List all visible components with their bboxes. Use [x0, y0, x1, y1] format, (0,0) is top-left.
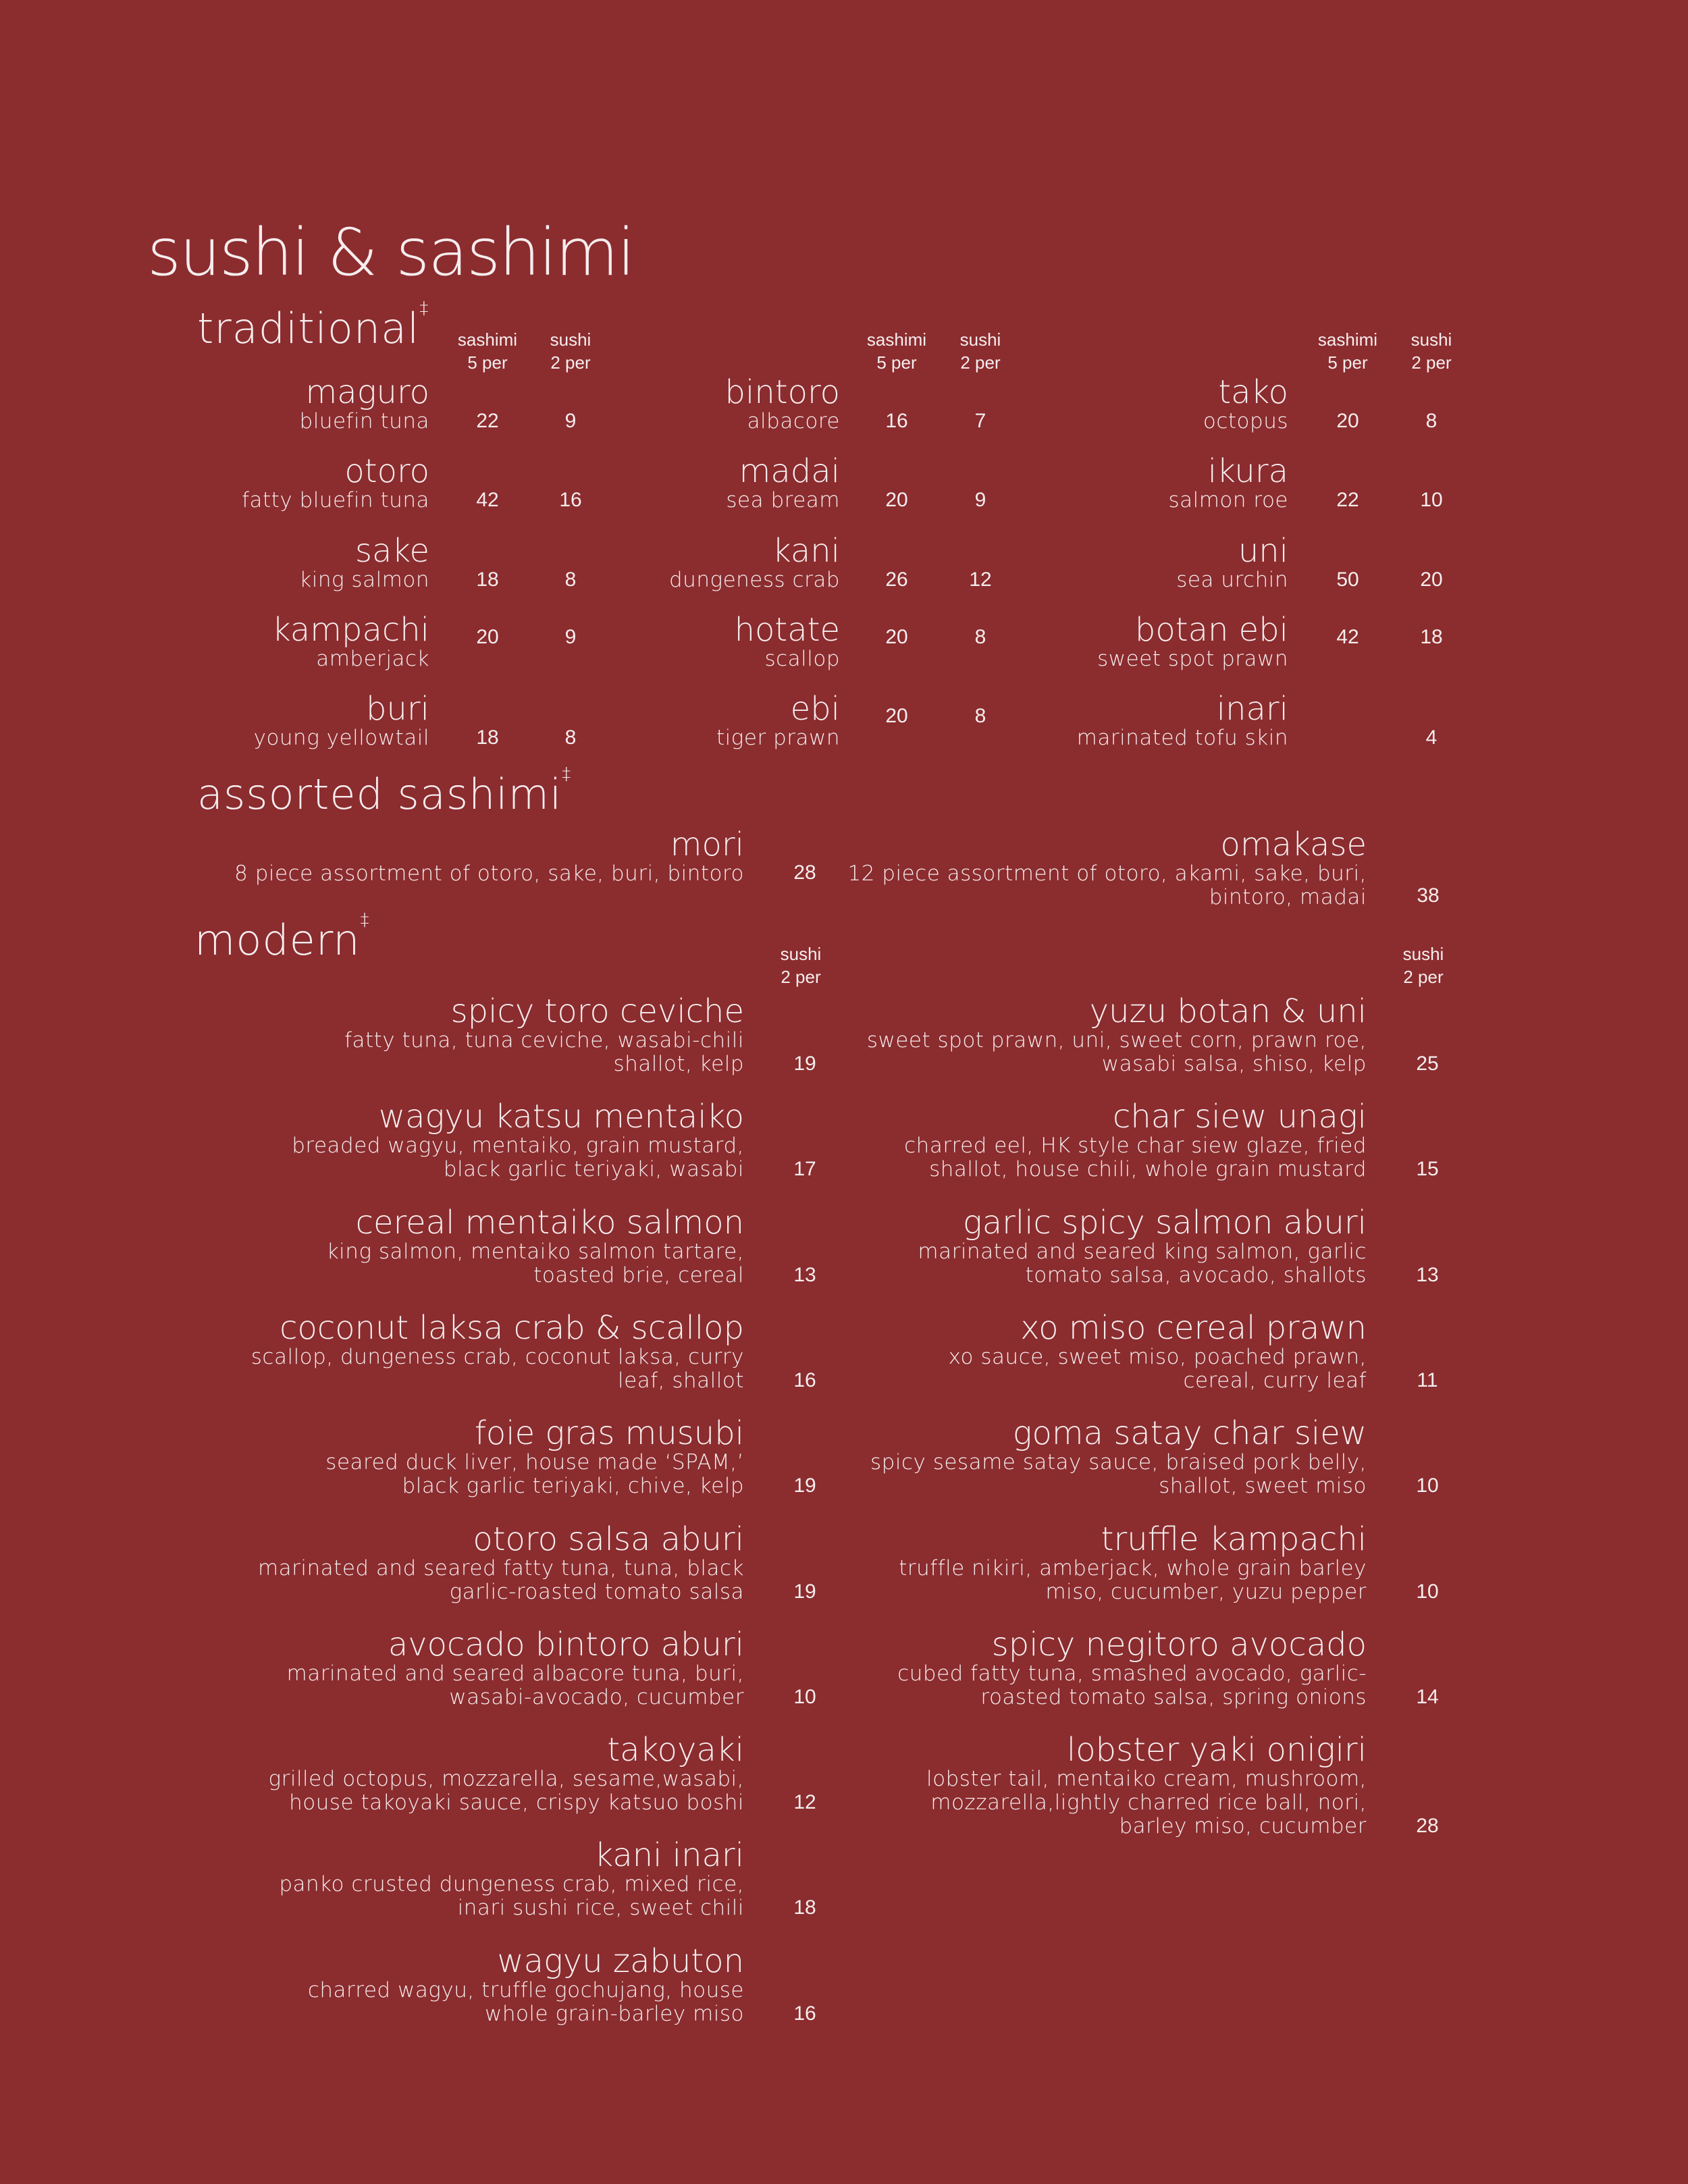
sushi-price: 9	[974, 489, 986, 511]
item-name: coconut laksa crab & scallop	[280, 1309, 744, 1347]
item-description: black garlic teriyaki, wasabi	[443, 1157, 744, 1181]
item-description: sea bream	[726, 488, 840, 512]
sushi-price: 9	[564, 626, 577, 648]
menu-item	[69, 1416, 744, 1498]
item-price: 10	[1416, 1580, 1439, 1603]
sashimi-price: 20	[885, 489, 908, 511]
menu-item	[691, 994, 1367, 1076]
item-description: cereal, curry leaf	[1183, 1368, 1367, 1393]
sashimi-price: 18	[476, 568, 499, 591]
menu-item	[69, 827, 744, 886]
sushi-price: 12	[969, 568, 992, 591]
item-price: 25	[1416, 1053, 1439, 1075]
item-name: hotate	[734, 611, 840, 649]
item-price: 28	[793, 861, 816, 884]
column-label: sushi	[1402, 944, 1444, 964]
column-label: sushi	[550, 329, 591, 350]
item-price: 16	[793, 1369, 816, 1391]
sashimi-price: 20	[1336, 410, 1359, 432]
sushi-price: 18	[1420, 626, 1443, 648]
item-description: breaded wagyu, mentaiko, grain mustard,	[292, 1134, 744, 1158]
menu-item	[69, 1838, 744, 1920]
sushi-price: 16	[559, 489, 582, 511]
item-name: cereal mentaiko salmon	[355, 1204, 744, 1242]
column-label: sushi	[780, 944, 822, 964]
modern-heading	[194, 910, 370, 965]
item-description: sweet spot prawn	[1097, 647, 1288, 671]
item-description: albacore	[747, 409, 840, 433]
menu-item	[910, 612, 1288, 671]
item-price: 16	[793, 2002, 816, 2025]
sashimi-price: 42	[476, 489, 499, 511]
sashimi-price: 18	[476, 726, 499, 749]
item-description: mozzarella,lightly charred rice ball, nori,	[930, 1790, 1367, 1815]
item-description: black garlic teriyaki, chive, kelp	[402, 1474, 744, 1498]
traditional-sashimi-header	[856, 328, 937, 374]
item-name: yuzu botan & uni	[1089, 992, 1367, 1030]
item-description: seared duck liver, house made ‘SPAM,’	[325, 1450, 744, 1474]
menu-item	[462, 454, 840, 512]
column-label: sashimi	[866, 329, 927, 350]
column-label: sashimi	[457, 329, 518, 350]
menu-item	[691, 1416, 1367, 1498]
item-price: 12	[793, 1791, 816, 1813]
menu-item	[462, 691, 840, 750]
item-description: miso, cucumber, yuzu pepper	[1045, 1580, 1367, 1604]
item-price: 14	[1416, 1686, 1439, 1708]
column-sublabel: 2 per	[550, 352, 591, 373]
item-price: 28	[1416, 1815, 1439, 1837]
item-description: lobster tail, mentaiko cream, mushroom,	[926, 1767, 1367, 1791]
column-sublabel: 2 per	[1411, 352, 1452, 373]
item-price: 19	[793, 1474, 816, 1497]
item-description: scallop, dungeness crab, coconut laksa, curry	[250, 1345, 744, 1369]
menu-item	[51, 454, 429, 512]
menu-item	[69, 1099, 744, 1181]
menu-item	[691, 1732, 1367, 1838]
sashimi-price: 22	[1336, 489, 1359, 511]
column-sublabel: 5 per	[1327, 352, 1368, 373]
item-name: takoyaki	[607, 1731, 744, 1769]
menu-item	[910, 533, 1288, 592]
item-description: sea urchin	[1176, 568, 1288, 592]
menu-item	[691, 1627, 1367, 1709]
item-description: dungeness crab	[669, 568, 840, 592]
item-name: xo miso cereal prawn	[1020, 1309, 1367, 1347]
column-sublabel: 2 per	[960, 352, 1001, 373]
item-name: maguro	[305, 373, 429, 411]
item-name: tako	[1218, 373, 1288, 411]
item-description: marinated and seared fatty tuna, tuna, black	[257, 1556, 744, 1580]
column-sublabel: 5 per	[467, 352, 508, 373]
item-name: kampachi	[271, 611, 429, 649]
item-description: king salmon	[299, 568, 429, 592]
menu-item	[691, 1310, 1367, 1393]
item-description: sweet spot prawn, uni, sweet corn, prawn roe,	[866, 1028, 1367, 1053]
item-description: garlic-roasted tomato salsa	[449, 1580, 744, 1604]
item-description: fatty tuna, tuna ceviche, wasabi-chili	[344, 1028, 744, 1053]
sushi-price: 8	[974, 705, 986, 727]
item-description: fatty bluefin tuna	[242, 488, 429, 512]
item-name: spicy toro ceviche	[450, 992, 744, 1030]
item-description: charred eel, HK style char siew glaze, fried	[904, 1134, 1367, 1158]
sushi-price: 10	[1420, 489, 1443, 511]
item-description: wasabi salsa, shiso, kelp	[1101, 1052, 1367, 1076]
item-description: charred wagyu, truffle gochujang, house	[307, 1978, 744, 2002]
item-description: tomato salsa, avocado, shallots	[1025, 1263, 1367, 1287]
sushi-price: 9	[564, 410, 577, 432]
item-name: otoro	[344, 452, 429, 490]
menu-item	[691, 827, 1367, 909]
menu-item	[462, 375, 840, 433]
item-description: house takoyaki sauce, crispy katsuo boshi	[289, 1790, 744, 1815]
item-description: shallot, house chili, whole grain mustard	[929, 1157, 1367, 1181]
menu-item	[691, 1099, 1367, 1181]
menu-item	[69, 1732, 744, 1815]
item-description: 12 piece assortment of otoro, akami, sake, buri,	[847, 861, 1367, 886]
item-name: wagyu zabuton	[497, 1942, 744, 1980]
item-price: 10	[1416, 1474, 1439, 1497]
traditional-sushi-header	[530, 328, 611, 374]
item-name: inari	[1216, 690, 1288, 728]
menu-item	[691, 1205, 1367, 1287]
item-description: bluefin tuna	[299, 409, 429, 433]
item-description: roasted tomato salsa, spring onions	[980, 1685, 1367, 1709]
item-name: omakase	[1220, 826, 1367, 863]
sushi-price: 20	[1420, 568, 1443, 591]
section-title-text: assorted sashimi	[197, 770, 562, 819]
item-price: 11	[1417, 1369, 1438, 1391]
menu-item	[51, 691, 429, 750]
item-name: buri	[366, 690, 429, 728]
menu-item	[910, 691, 1288, 750]
menu-item	[462, 612, 840, 671]
item-description: barley miso, cucumber	[1119, 1814, 1367, 1838]
item-price: 17	[793, 1158, 816, 1180]
menu-item	[69, 1310, 744, 1393]
sashimi-price: 20	[885, 626, 908, 648]
item-description: amberjack	[316, 647, 429, 671]
item-name: madai	[739, 452, 840, 490]
menu-item	[69, 994, 744, 1076]
dagger-mark: ‡	[360, 910, 370, 930]
item-name: kani	[772, 532, 840, 570]
item-price: 18	[793, 1896, 816, 1919]
item-name: mori	[670, 826, 744, 863]
item-description: grilled octopus, mozzarella, sesame,wasabi,	[268, 1767, 744, 1791]
item-name: avocado bintoro aburi	[388, 1626, 744, 1663]
sushi-price: 8	[1425, 410, 1438, 432]
item-description: marinated and seared king salmon, garlic	[918, 1240, 1367, 1264]
item-description: spicy sesame satay sauce, braised pork belly,	[870, 1450, 1367, 1474]
item-price: 19	[793, 1053, 816, 1075]
menu-item	[51, 612, 429, 671]
item-price: 15	[1416, 1158, 1439, 1180]
sushi-price: 4	[1425, 726, 1438, 749]
menu-item	[69, 1522, 744, 1604]
sushi-price: 7	[974, 410, 986, 432]
item-name: sake	[354, 532, 429, 570]
sashimi-price: 20	[885, 705, 908, 727]
item-name: kani inari	[594, 1836, 744, 1874]
item-price: 13	[1416, 1264, 1439, 1286]
menu-item	[462, 533, 840, 592]
column-label: sushi	[1410, 329, 1452, 350]
sashimi-price: 20	[476, 626, 499, 648]
sushi-price: 8	[974, 626, 986, 648]
item-description: inari sushi rice, sweet chili	[457, 1896, 744, 1920]
page-title: sushi & sashimi	[147, 215, 634, 290]
sashimi-price: 16	[885, 410, 908, 432]
item-description: panko crusted dungeness crab, mixed rice,	[279, 1872, 744, 1896]
traditional-sashimi-header	[1307, 328, 1388, 374]
section-title-text: traditional	[197, 304, 420, 353]
menu-item	[51, 533, 429, 592]
menu-item	[69, 1205, 744, 1287]
item-description: xo sauce, sweet miso, poached prawn,	[948, 1345, 1367, 1369]
sushi-price: 8	[564, 568, 577, 591]
item-name: foie gras musubi	[474, 1414, 744, 1452]
traditional-heading	[197, 298, 429, 353]
item-name: botan ebi	[1134, 611, 1288, 649]
item-description: leaf, shallot	[618, 1368, 744, 1393]
sashimi-price: 26	[885, 568, 908, 591]
dagger-mark: ‡	[419, 298, 429, 319]
item-description: wasabi-avocado, cucumber	[449, 1685, 744, 1709]
item-name: truffle kampachi	[1101, 1520, 1367, 1558]
traditional-sushi-header	[940, 328, 1021, 374]
column-sublabel: 2 per	[781, 967, 821, 987]
item-name: wagyu katsu mentaiko	[378, 1098, 744, 1136]
item-description: salmon roe	[1168, 488, 1288, 512]
item-name: garlic spicy salmon aburi	[962, 1204, 1367, 1242]
item-description: whole grain-barley miso	[484, 2002, 744, 2026]
item-description: tiger prawn	[716, 726, 840, 750]
item-name: ikura	[1207, 452, 1288, 490]
dagger-mark: ‡	[562, 764, 572, 784]
item-description: cubed fatty tuna, smashed avocado, garlic-	[897, 1661, 1367, 1686]
sushi-price: 8	[564, 726, 577, 749]
item-description: truffle nikiri, amberjack, whole grain barley	[899, 1556, 1367, 1580]
menu-item	[51, 375, 429, 433]
item-name: lobster yaki onigiri	[1066, 1731, 1367, 1769]
traditional-sashimi-header	[447, 328, 528, 374]
column-sublabel: 5 per	[876, 352, 917, 373]
menu-item	[69, 1944, 744, 2026]
sashimi-price: 22	[476, 410, 499, 432]
item-description: shallot, kelp	[613, 1052, 744, 1076]
column-label: sashimi	[1317, 329, 1378, 350]
item-name: goma satay char siew	[1012, 1414, 1367, 1452]
item-price: 13	[793, 1264, 816, 1286]
item-name: spicy negitoro avocado	[991, 1626, 1367, 1663]
item-name: char siew unagi	[1112, 1098, 1367, 1136]
sashimi-price: 42	[1336, 626, 1359, 648]
item-description: king salmon, mentaiko salmon tartare,	[326, 1240, 744, 1264]
column-label: sushi	[959, 329, 1001, 350]
modern-sushi-header	[760, 942, 841, 988]
item-description: marinated tofu skin	[1076, 726, 1288, 750]
traditional-sushi-header	[1391, 328, 1472, 374]
modern-sushi-header	[1383, 942, 1464, 988]
item-description: scallop	[764, 647, 840, 671]
menu-item	[691, 1522, 1367, 1604]
menu-item	[910, 375, 1288, 433]
item-description: 8 piece assortment of otoro, sake, buri, bintoro	[234, 861, 744, 886]
sashimi-price: 50	[1336, 568, 1359, 591]
section-title-text: modern	[194, 915, 361, 965]
column-sublabel: 2 per	[1403, 967, 1444, 987]
item-name: ebi	[790, 690, 840, 728]
item-description: octopus	[1203, 409, 1288, 433]
item-description: shallot, sweet miso	[1159, 1474, 1367, 1498]
item-name: uni	[1238, 532, 1288, 570]
assorted-heading	[197, 764, 572, 819]
item-description: young yellowtail	[253, 726, 429, 750]
item-name: bintoro	[724, 373, 840, 411]
item-description: marinated and seared albacore tuna, buri,	[286, 1661, 744, 1686]
item-description: toasted brie, cereal	[533, 1263, 744, 1287]
item-description: bintoro, madai	[1209, 885, 1367, 909]
menu-item	[910, 454, 1288, 512]
item-name: otoro salsa aburi	[473, 1520, 744, 1558]
item-price: 38	[1417, 884, 1440, 907]
item-price: 10	[793, 1686, 816, 1708]
menu-item	[69, 1627, 744, 1709]
item-price: 19	[793, 1580, 816, 1603]
